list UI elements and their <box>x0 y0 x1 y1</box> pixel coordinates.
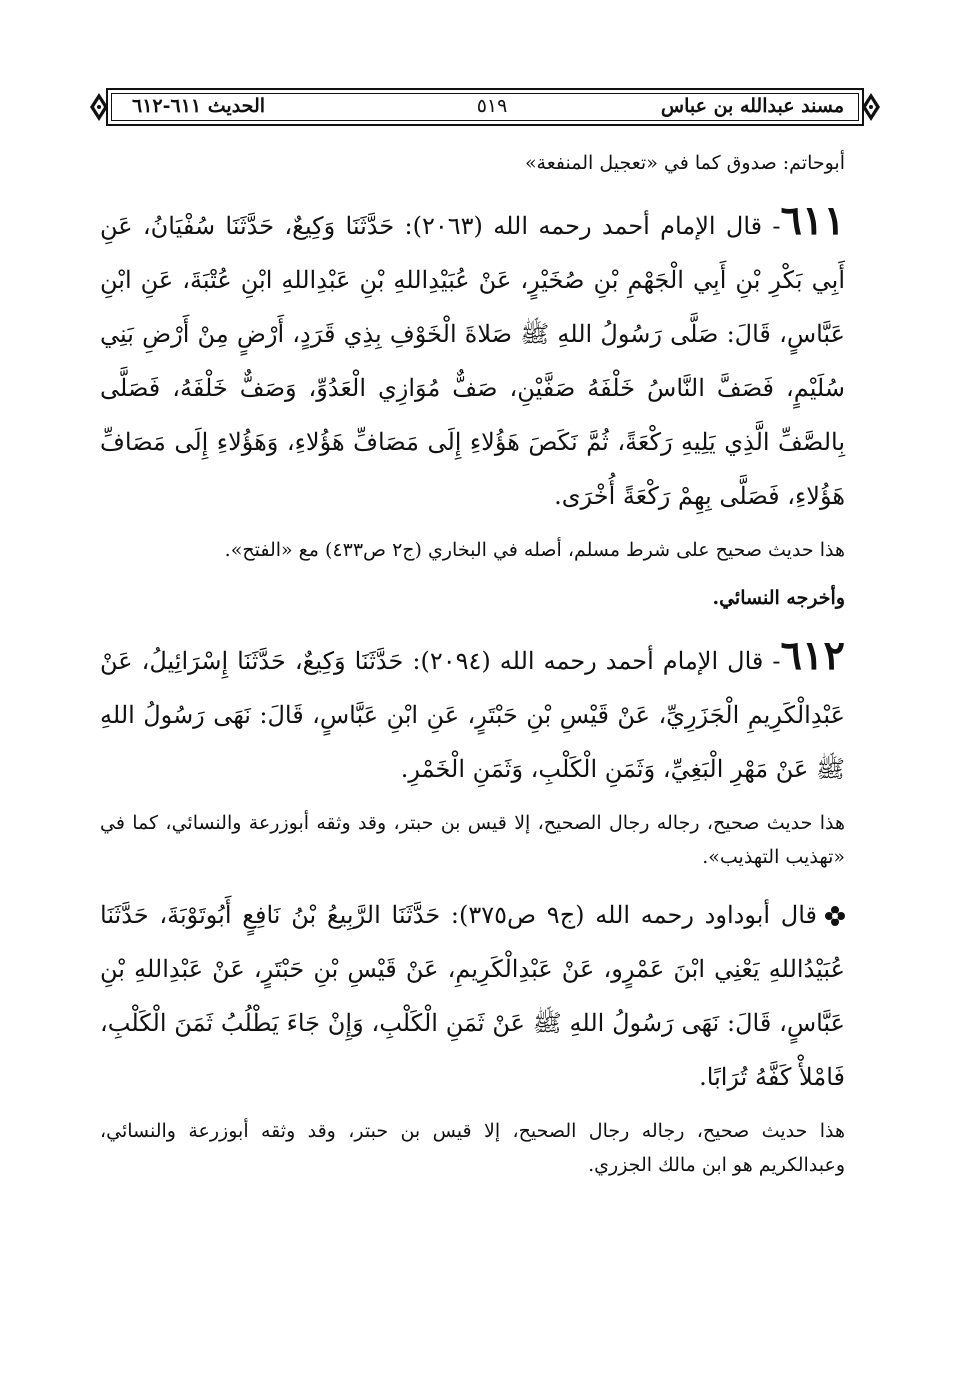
grading-abu-dawud: هذا حديث صحيح، رجاله رجال الصحيح، إلا قيس بن حبتر، وقد وثقه أبوزرعة والنسائي، وعبدالكريم هو ابن مالك الجزري. <box>100 1120 845 1176</box>
grading-612: هذا حديث صحيح، رجاله رجال الصحيح، إلا قيس بن حبتر، وقد وثقه أبوزرعة والنسائي، كما في «تهذيب التهذيب». <box>100 812 845 868</box>
hadith-611 <box>100 194 845 523</box>
hadith-text-611: - قال الإمام أحمد رحمه الله (٢٠٦٣): حَدَّثَنَا وَكِيعٌ، حَدَّثَنَا سُفْيَانُ، عَنِ أَبِي بَكْرِ بْنِ أَبِي الْجَهْمِ بْنِ صُخَيْرٍ، عَنْ عُبَيْدِاللهِ بْنِ عَبْدِاللهِ ابْنِ عُتْبَةَ، عَنِ ابْنِ عَبَّاسٍ، قَالَ: صَلَّى رَسُولُ اللهِ ﷺ صَلاةَ الْخَوْفِ بِذِي قَرَدٍ، أَرْضٍ مِنْ أَرْضِ بَنِي سُلَيْمٍ، فَصَفَّ النَّاسُ خَلْفَهُ صَفَّيْنِ، صَفٌّ مُوَازِي الْعَدُوِّ، وَصَفٌّ خَلْفَهُ، فَصَلَّى بِالصَّفِّ الَّذِي يَلِيهِ رَكْعَةً، ثُمَّ نَكَصَ هَؤُلاءِ إِلَى مَصَافِّ هَؤُلاءِ، وَهَؤُلاءِ إِلَى مَصَافِّ هَؤُلاءِ، فَصَلَّى بِهِمْ رَكْعَةً أُخْرَى. <box>100 212 845 510</box>
grading-611: هذا حديث صحيح على شرط مسلم، أصله في البخاري (ج٢ ص٤٣٣) مع «الفتح». <box>224 539 845 561</box>
hadith-number-612: ٦١٢ <box>780 632 845 679</box>
hadith-text-612: - قال الإمام أحمد رحمه الله (٢٠٩٤): حَدَّثَنَا وَكِيعٌ، حَدَّثَنَا إِسْرَائِيلُ، عَنْ عَبْدِالْكَرِيمِ الْجَزَرِيِّ، عَنْ قَيْسِ بْنِ حَبْتَرٍ، عَنِ ابْنِ عَبَّاسٍ، قَالَ: نَهَى رَسُولُ اللهِ ﷺ عَنْ مَهْرِ الْبَغِيِّ، وَثَمَنِ الْكَلْبِ، وَثَمَنِ الْخَمْرِ. <box>100 647 845 783</box>
flower-ornament-icon <box>825 906 845 926</box>
book-title: مسند عبدالله بن عباس <box>660 95 844 117</box>
ornament-right-icon <box>860 92 882 122</box>
hadith-number-611: ٦١١ <box>780 197 845 244</box>
abu-dawud-narration <box>100 888 845 1104</box>
page-number: ٥١٩ <box>476 95 508 117</box>
ornament-left-icon <box>88 92 110 122</box>
hadith-range: الحديث ٦١١-٦١٢ <box>132 95 266 117</box>
page-header <box>92 84 878 130</box>
takhrij-611: وأخرجه النسائي. <box>712 587 845 609</box>
abu-dawud-text: قال أبوداود رحمه الله (ج٩ ص٣٧٥): حَدَّثَنَا الرَّبِيعُ بْنُ نَافِعٍ أَبُوتَوْبَةَ، حَدَّثَنَا عُبَيْدُاللهِ يَعْنِي ابْنَ عَمْرٍو، عَنْ عَبْدِالْكَرِيمِ، عَنْ قَيْسِ بْنِ حَبْتَرٍ، عَنْ عَبْدِاللهِ بْنِ عَبَّاسٍ، قَالَ: نَهَى رَسُولُ اللهِ ﷺ عَنْ ثَمَنِ الْكَلْبِ، وَإِنْ جَاءَ يَطْلُبُ ثَمَنَ الْكَلْبِ، فَامْلأْ كَفَّهُ تُرَابًا. <box>100 901 845 1091</box>
hadith-612 <box>100 629 845 796</box>
page-content <box>100 146 845 1196</box>
intro-note: أبوحاتم: صدوق كما في «تعجيل المنفعة» <box>524 152 845 174</box>
